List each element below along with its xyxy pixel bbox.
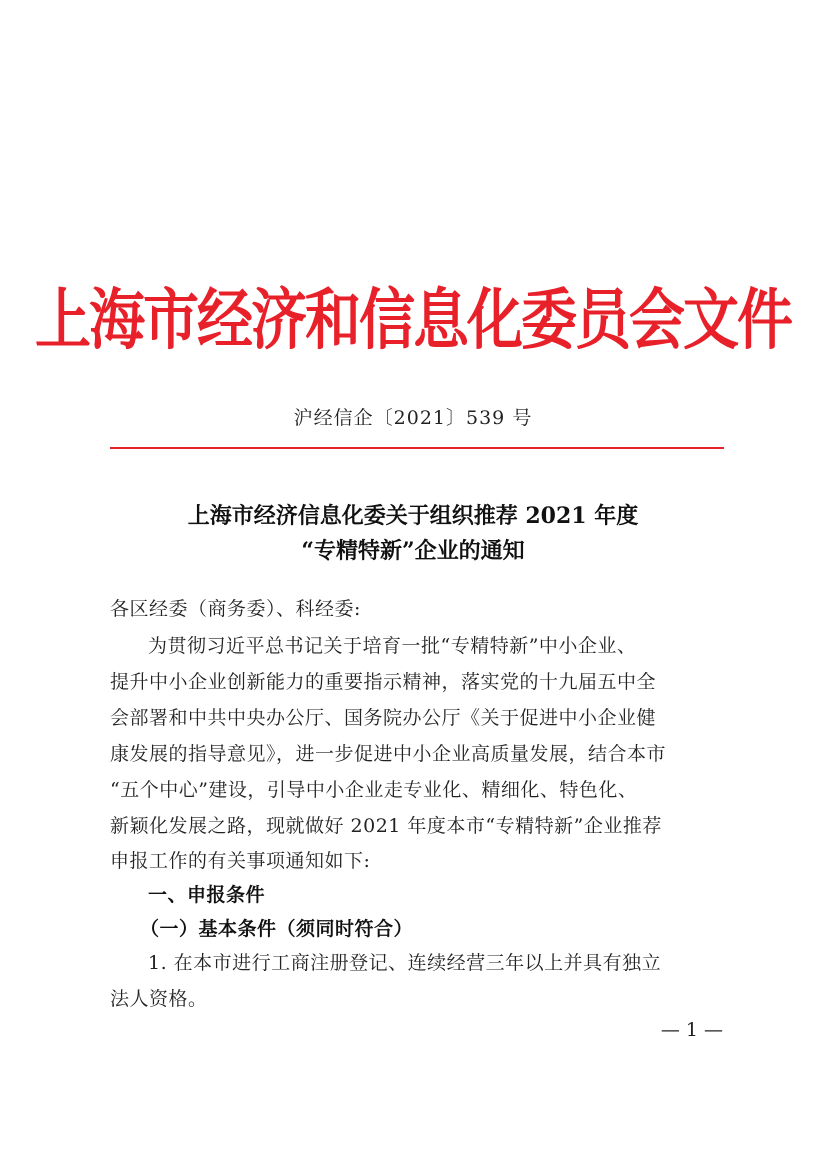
page-number: — 1 — bbox=[660, 1019, 723, 1041]
document-number: 沪经信企〔2021〕539 号 bbox=[293, 407, 533, 429]
paragraph-line: 为贯彻习近平总书记关于培育一批“专精特新”中小企业、 bbox=[148, 635, 637, 657]
notice-title-line-1: 上海市经济信息化委关于组织推荐 2021 年度 bbox=[187, 503, 639, 529]
list-item-line: 法人资格。 bbox=[110, 988, 208, 1010]
paragraph-line: 提升中小企业创新能力的重要指示精神，落实党的十九届五中全 bbox=[110, 671, 657, 693]
red-separator-line bbox=[110, 447, 724, 449]
paragraph-line: 申报工作的有关事项通知如下: bbox=[110, 850, 371, 872]
paragraph-line: “五个中心”建设，引导中小企业走专业化、精细化、特色化、 bbox=[110, 779, 638, 801]
list-item-line: 1. 在本市进行工商注册登记、连续经营三年以上并具有独立 bbox=[148, 952, 662, 974]
issuing-authority-title: 上海市经济和信息化委员会文件 bbox=[35, 280, 791, 359]
notice-title-line-2: “专精特新”企业的通知 bbox=[301, 538, 525, 564]
section-heading: 一、申报条件 bbox=[148, 884, 266, 906]
subsection-heading: （一）基本条件（须同时符合） bbox=[140, 918, 414, 940]
paragraph-line: 新颖化发展之路，现就做好 2021 年度本市“专精特新”企业推荐 bbox=[110, 815, 662, 837]
paragraph-line: 康发展的指导意见》，进一步促进中小企业高质量发展，结合本市 bbox=[110, 743, 667, 765]
addressee: 各区经委（商务委）、科经委: bbox=[110, 598, 361, 620]
paragraph-line: 会部署和中共中央办公厅、国务院办公厅《关于促进中小企业健 bbox=[110, 707, 657, 729]
